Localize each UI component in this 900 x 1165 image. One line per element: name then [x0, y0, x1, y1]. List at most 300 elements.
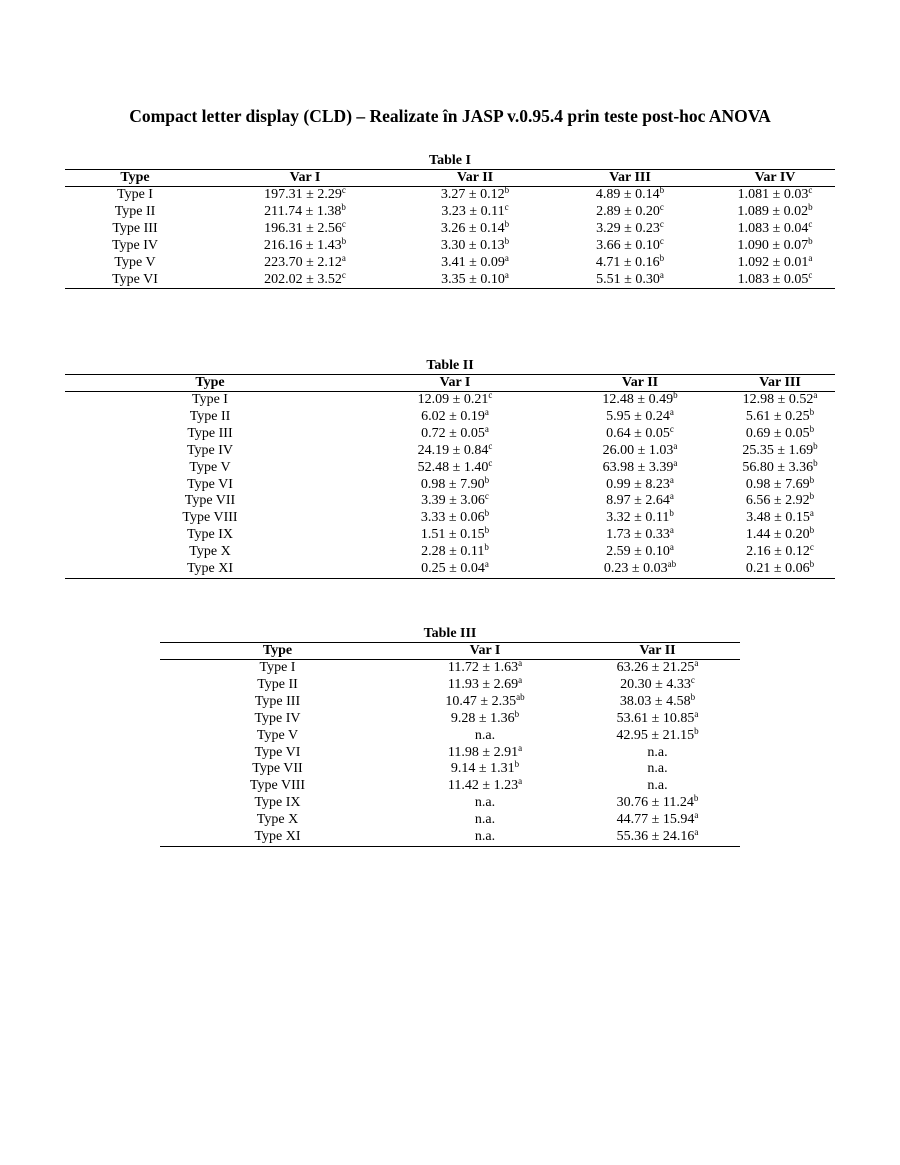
row-label: Type V: [256, 727, 299, 743]
table-row: [160, 711, 740, 728]
group-letter: c: [690, 674, 695, 685]
mean-sd-value: 44.77 ± 15.94: [616, 812, 695, 828]
value-cell: [725, 392, 835, 409]
mean-sd-value: 42.95 ± 21.15: [616, 727, 695, 743]
group-letter: b: [504, 218, 510, 229]
group-letter: b: [504, 235, 510, 246]
mean-sd-value: 1.092 ± 0.01: [737, 254, 809, 270]
table-row: [65, 255, 835, 272]
value-cell: [555, 527, 725, 544]
value-cell: [715, 252, 835, 272]
group-letter: a: [669, 491, 674, 502]
group-letter: a: [808, 252, 813, 263]
group-letter: a: [669, 525, 674, 536]
mean-sd-value: 211.74 ± 1.38: [264, 203, 342, 219]
value-cell: [205, 218, 405, 238]
mean-sd-value: n.a.: [647, 744, 668, 760]
group-letter: b: [341, 235, 347, 246]
value-cell: [725, 440, 835, 460]
row-label: Type IX: [186, 527, 234, 543]
mean-sd-value: 12.48 ± 0.49: [602, 392, 674, 407]
group-letter: b: [809, 406, 815, 417]
mean-sd-value: 3.35 ± 0.10: [441, 271, 505, 287]
table-row: [65, 238, 835, 255]
column-header: Var I: [205, 170, 405, 187]
value-cell: [355, 544, 555, 561]
table-row: [65, 187, 835, 204]
table-row: [65, 221, 835, 238]
value-cell: [355, 392, 555, 409]
group-letter: a: [484, 423, 489, 434]
value-cell: [575, 812, 740, 829]
document-title: Compact letter display (CLD) – Realizate în JASP v.0.95.4 prin teste post-hoc ANOVA: [129, 106, 771, 126]
mean-sd-value: 11.42 ± 1.23: [447, 778, 519, 794]
group-letter: b: [673, 390, 678, 400]
row-label: Type X: [256, 812, 299, 828]
value-cell: [555, 423, 725, 443]
column-header: Var III: [725, 375, 835, 392]
row-label: Type VI: [65, 272, 205, 289]
value-cell: [715, 187, 835, 204]
column-header: Var II: [575, 643, 740, 660]
mean-sd-value: 10.47 ± 2.35: [445, 693, 517, 709]
value-cell: [575, 795, 740, 812]
table-row: [65, 272, 835, 289]
mean-sd-value: 197.31 ± 2.29: [264, 187, 342, 202]
row-label: Type III: [187, 425, 233, 441]
column-header: Var III: [545, 170, 715, 187]
mean-sd-value: 1.083 ± 0.04: [737, 220, 809, 236]
group-letter: b: [504, 185, 510, 195]
mean-sd-value: 3.29 ± 0.23: [596, 220, 660, 236]
value-cell: [395, 742, 575, 762]
table-row: [160, 728, 740, 745]
group-letter: a: [673, 457, 678, 468]
value-cell: [575, 708, 740, 728]
group-letter: a: [518, 776, 523, 787]
group-letter: c: [808, 269, 813, 280]
mean-sd-value: 6.02 ± 0.19: [421, 408, 485, 424]
table-row: [65, 409, 835, 426]
group-letter: b: [808, 235, 813, 246]
mean-sd-value: 11.93 ± 2.69: [447, 676, 519, 692]
mean-sd-value: 223.70 ± 2.12: [264, 254, 342, 270]
row-label: Type VII: [252, 761, 303, 777]
table-row: [65, 426, 835, 443]
group-letter: a: [484, 559, 489, 570]
value-cell: [545, 218, 715, 238]
group-letter: a: [504, 269, 509, 280]
value-cell: [575, 674, 740, 694]
mean-sd-value: 9.14 ± 1.31: [450, 761, 515, 777]
row-label: Type VI: [254, 744, 301, 760]
value-cell: [715, 235, 835, 255]
mean-sd-value: 63.26 ± 21.25: [616, 660, 695, 675]
group-letter: a: [518, 658, 523, 668]
mean-sd-value: 0.72 ± 0.05: [421, 425, 485, 441]
group-letter: c: [341, 185, 346, 195]
column-header: Var II: [555, 375, 725, 392]
row-label: Type IX: [254, 795, 301, 811]
value-cell: [355, 474, 555, 494]
group-letter: c: [809, 542, 814, 553]
value-cell: [355, 423, 555, 443]
value-cell: [395, 728, 575, 745]
mean-sd-value: 2.28 ± 0.11: [421, 544, 485, 560]
group-letter: b: [514, 708, 520, 719]
value-cell: [555, 561, 725, 578]
column-header: Var II: [405, 170, 545, 187]
table-caption: Table I: [429, 153, 471, 168]
mean-sd-value: 4.71 ± 0.16: [595, 254, 660, 270]
data-table: [160, 642, 740, 847]
group-letter: c: [504, 201, 509, 212]
value-cell: [205, 269, 405, 289]
mean-sd-value: 3.66 ± 0.10: [596, 237, 660, 253]
mean-sd-value: 202.02 ± 3.52: [264, 271, 342, 287]
group-letter: c: [484, 491, 489, 502]
group-letter: b: [514, 759, 520, 770]
mean-sd-value: 26.00 ± 1.03: [602, 442, 674, 458]
mean-sd-value: 1.73 ± 0.33: [606, 527, 670, 543]
value-cell: [555, 474, 725, 494]
value-cell: [715, 269, 835, 289]
row-label: Type X: [189, 544, 231, 560]
mean-sd-value: 1.083 ± 0.05: [737, 271, 809, 287]
group-letter: c: [488, 440, 493, 451]
group-letter: b: [690, 691, 696, 702]
value-cell: [545, 235, 715, 255]
mean-sd-value: 6.56 ± 2.92: [745, 493, 810, 509]
mean-sd-value: 216.16 ± 1.43: [263, 237, 342, 253]
mean-sd-value: 55.36 ± 24.16: [616, 829, 695, 845]
header-row: [65, 375, 835, 392]
value-cell: [725, 561, 835, 578]
mean-sd-value: 1.51 ± 0.15: [420, 527, 485, 543]
mean-sd-value: 0.98 ± 7.69: [745, 476, 810, 492]
table-row: [160, 761, 740, 778]
table-row: [65, 460, 835, 477]
group-letter: a: [694, 708, 699, 719]
mean-sd-value: 1.081 ± 0.03: [737, 187, 809, 202]
mean-sd-value: 9.28 ± 1.36: [450, 710, 515, 726]
row-label: Type VIII: [182, 510, 238, 526]
group-letter: a: [673, 440, 678, 451]
value-cell: [545, 201, 715, 221]
group-letter: a: [504, 252, 509, 263]
value-cell: [395, 708, 575, 728]
group-letter: b: [693, 793, 699, 804]
mean-sd-value: 5.51 ± 0.30: [596, 271, 660, 287]
value-cell: [555, 510, 725, 527]
group-letter: a: [694, 810, 699, 821]
column-header: Var I: [355, 375, 555, 392]
group-letter: b: [809, 491, 815, 502]
group-letter: c: [341, 218, 346, 229]
mean-sd-value: 1.089 ± 0.02: [737, 203, 809, 219]
group-letter: b: [659, 252, 665, 263]
value-cell: [355, 561, 555, 578]
group-letter: c: [341, 269, 346, 280]
column-header: Type: [160, 643, 395, 660]
mean-sd-value: 5.61 ± 0.25: [745, 408, 810, 424]
header-row: [160, 643, 740, 660]
group-letter: b: [809, 474, 815, 485]
group-letter: c: [659, 218, 664, 229]
value-cell: [405, 252, 545, 272]
table-row: [160, 829, 740, 846]
group-letter: a: [669, 474, 674, 485]
column-header: Var IV: [715, 170, 835, 187]
table-row: [160, 660, 740, 677]
mean-sd-value: 25.35 ± 1.69: [742, 442, 814, 458]
value-cell: [545, 252, 715, 272]
value-cell: [545, 187, 715, 204]
row-label: Type III: [112, 220, 158, 236]
group-letter: b: [659, 185, 665, 195]
table-row: [160, 745, 740, 762]
mean-sd-value: n.a.: [474, 727, 496, 743]
group-letter: b: [484, 474, 490, 485]
value-cell: [355, 493, 555, 510]
table-row: [160, 694, 740, 711]
group-letter: b: [813, 440, 818, 451]
value-cell: [555, 544, 725, 561]
group-letter: a: [694, 827, 699, 838]
row-label: Type II: [257, 676, 298, 692]
group-letter: b: [484, 508, 490, 519]
mean-sd-value: 3.30 ± 0.13: [440, 237, 505, 253]
row-label: Type V: [189, 459, 231, 475]
group-letter: b: [484, 542, 489, 553]
table-row: [65, 443, 835, 460]
value-cell: [555, 457, 725, 477]
value-cell: [405, 269, 545, 289]
table-row: [65, 493, 835, 510]
mean-sd-value: 0.23 ± 0.03: [603, 561, 668, 577]
group-letter: ab: [516, 691, 525, 702]
mean-sd-value: 24.19 ± 0.84: [417, 442, 489, 458]
value-cell: [725, 423, 835, 443]
group-letter: a: [484, 406, 489, 417]
mean-sd-value: 11.98 ± 2.91: [447, 744, 519, 760]
mean-sd-value: 5.95 ± 0.24: [606, 408, 670, 424]
mean-sd-value: 0.64 ± 0.05: [606, 425, 670, 441]
column-header: Var I: [395, 643, 575, 660]
mean-sd-value: 2.59 ± 0.10: [606, 544, 670, 560]
mean-sd-value: 3.33 ± 0.06: [420, 510, 485, 526]
group-letter: c: [808, 185, 813, 195]
value-cell: [575, 745, 740, 762]
mean-sd-value: 12.98 ± 0.52: [742, 392, 814, 407]
mean-sd-value: 0.99 ± 8.23: [606, 476, 670, 492]
group-letter: b: [669, 508, 674, 519]
value-cell: [395, 761, 575, 778]
mean-sd-value: 3.32 ± 0.11: [606, 510, 670, 526]
mean-sd-value: 3.26 ± 0.14: [440, 220, 505, 236]
table-1: [65, 152, 835, 289]
group-letter: a: [341, 252, 346, 263]
value-cell: [575, 725, 740, 745]
table-row: [65, 527, 835, 544]
table-row: [160, 812, 740, 829]
mean-sd-value: 56.80 ± 3.36: [742, 459, 814, 475]
group-letter: b: [341, 201, 346, 212]
row-label: Type I: [192, 392, 228, 407]
value-cell: [205, 252, 405, 272]
row-label: Type V: [114, 254, 156, 270]
value-cell: [395, 812, 575, 829]
value-cell: [555, 406, 725, 426]
mean-sd-value: 2.89 ± 0.20: [596, 203, 660, 219]
table-row: [65, 392, 835, 409]
value-cell: [725, 510, 835, 527]
value-cell: [355, 527, 555, 544]
value-cell: [555, 392, 725, 409]
value-cell: [725, 406, 835, 426]
mean-sd-value: 20.30 ± 4.33: [620, 676, 691, 692]
row-label: Type IV: [111, 237, 159, 253]
value-cell: [395, 778, 575, 795]
value-cell: [395, 691, 575, 711]
mean-sd-value: n.a.: [474, 829, 496, 845]
group-letter: a: [669, 542, 674, 553]
table-row: [65, 510, 835, 527]
row-label: Type VI: [187, 476, 233, 492]
group-letter: b: [484, 525, 490, 536]
value-cell: [355, 440, 555, 460]
mean-sd-value: 11.72 ± 1.63: [447, 660, 519, 675]
group-letter: ab: [667, 559, 677, 570]
mean-sd-value: n.a.: [474, 812, 496, 828]
value-cell: [725, 493, 835, 510]
mean-sd-value: 38.03 ± 4.58: [619, 693, 691, 709]
value-cell: [575, 829, 740, 846]
mean-sd-value: 12.09 ± 0.21: [417, 392, 489, 407]
group-letter: c: [659, 201, 664, 212]
mean-sd-value: 196.31 ± 2.56: [264, 220, 342, 236]
mean-sd-value: 3.48 ± 0.15: [746, 510, 810, 526]
mean-sd-value: 0.98 ± 7.90: [420, 476, 485, 492]
mean-sd-value: n.a.: [647, 778, 668, 794]
group-letter: a: [813, 390, 818, 400]
value-cell: [575, 660, 740, 677]
row-label: Type XI: [65, 561, 355, 578]
value-cell: [725, 527, 835, 544]
value-cell: [405, 187, 545, 204]
table-caption: Table III: [423, 626, 477, 641]
group-letter: c: [488, 457, 493, 468]
mean-sd-value: 4.89 ± 0.14: [595, 187, 660, 202]
mean-sd-value: 63.98 ± 3.39: [602, 459, 674, 475]
mean-sd-value: n.a.: [474, 795, 496, 811]
mean-sd-value: 0.25 ± 0.04: [421, 561, 485, 577]
value-cell: [575, 691, 740, 711]
value-cell: [355, 510, 555, 527]
group-letter: a: [659, 269, 664, 280]
value-cell: [405, 201, 545, 221]
value-cell: [555, 440, 725, 460]
table-row: [160, 677, 740, 694]
mean-sd-value: 3.23 ± 0.11: [441, 203, 505, 219]
value-cell: [715, 218, 835, 238]
mean-sd-value: 52.48 ± 1.40: [417, 459, 489, 475]
group-letter: c: [808, 218, 813, 229]
value-cell: [395, 795, 575, 812]
row-label: Type XI: [160, 829, 395, 846]
row-label: Type II: [189, 408, 231, 424]
value-cell: [205, 187, 405, 204]
mean-sd-value: 0.21 ± 0.06: [745, 561, 810, 577]
table-row: [65, 561, 835, 578]
mean-sd-value: n.a.: [647, 761, 668, 777]
value-cell: [395, 660, 575, 677]
value-cell: [405, 218, 545, 238]
table-row: [65, 544, 835, 561]
mean-sd-value: 3.41 ± 0.09: [441, 254, 505, 270]
row-label: Type II: [114, 203, 156, 219]
group-letter: b: [809, 525, 815, 536]
row-label: Type III: [254, 693, 301, 709]
value-cell: [575, 778, 740, 795]
group-letter: c: [669, 423, 674, 434]
value-cell: [725, 457, 835, 477]
row-label: Type VIII: [249, 778, 306, 794]
row-label: Type VII: [184, 493, 236, 509]
mean-sd-value: 3.27 ± 0.12: [440, 187, 505, 202]
value-cell: [725, 474, 835, 494]
table-row: [160, 795, 740, 812]
mean-sd-value: 1.44 ± 0.20: [745, 527, 810, 543]
value-cell: [555, 493, 725, 510]
group-letter: b: [809, 423, 815, 434]
header-row: [65, 170, 835, 187]
data-table: [65, 374, 835, 579]
row-label: Type IV: [186, 442, 234, 458]
mean-sd-value: 0.69 ± 0.05: [745, 425, 810, 441]
mean-sd-value: 30.76 ± 11.24: [616, 795, 694, 811]
value-cell: [205, 235, 405, 255]
column-header: Type: [65, 375, 355, 392]
value-cell: [355, 457, 555, 477]
group-letter: b: [694, 725, 699, 736]
mean-sd-value: 8.97 ± 2.64: [606, 493, 670, 509]
mean-sd-value: 1.090 ± 0.07: [737, 237, 809, 253]
table-caption: Table II: [426, 358, 474, 373]
group-letter: b: [808, 201, 813, 212]
group-letter: a: [694, 658, 699, 668]
group-letter: a: [669, 406, 674, 417]
table-row: [160, 778, 740, 795]
data-table: [65, 169, 835, 289]
value-cell: [715, 201, 835, 221]
value-cell: [725, 544, 835, 561]
mean-sd-value: 3.39 ± 3.06: [421, 493, 485, 509]
value-cell: [575, 761, 740, 778]
column-header: Type: [65, 170, 205, 187]
group-letter: c: [488, 390, 493, 400]
table-2: [65, 357, 835, 579]
value-cell: [545, 269, 715, 289]
mean-sd-value: 2.16 ± 0.12: [746, 544, 810, 560]
value-cell: [395, 674, 575, 694]
group-letter: a: [518, 742, 523, 753]
group-letter: a: [809, 508, 814, 519]
value-cell: [395, 829, 575, 846]
group-letter: c: [659, 235, 664, 246]
value-cell: [355, 406, 555, 426]
mean-sd-value: 53.61 ± 10.85: [616, 710, 695, 726]
